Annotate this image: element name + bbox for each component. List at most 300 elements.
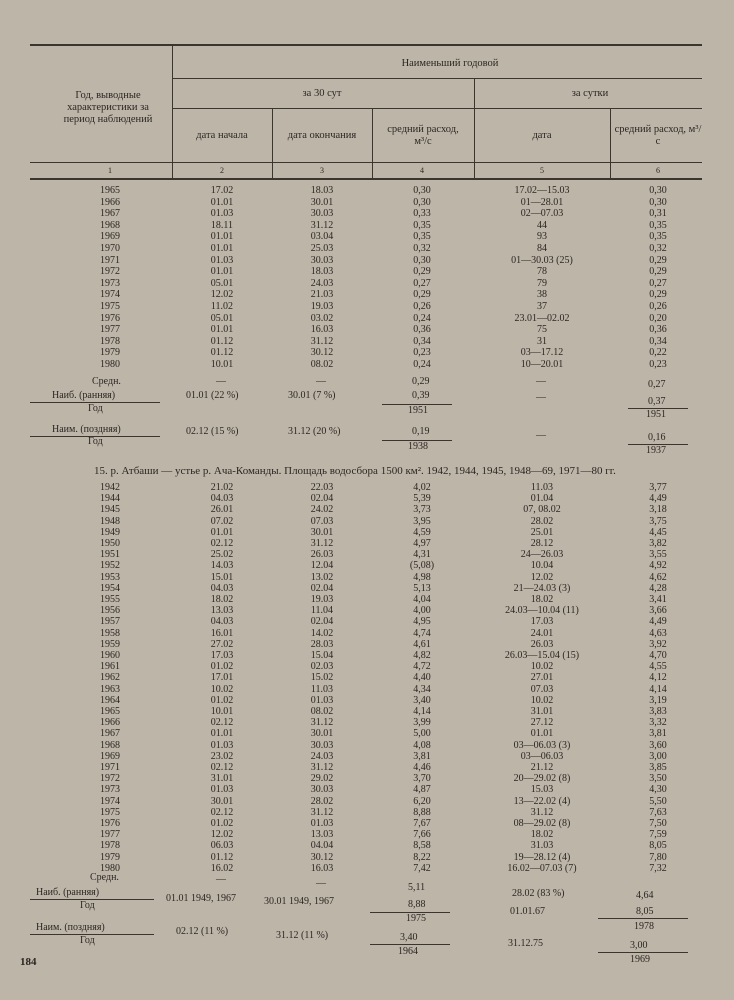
cell-mean-flow-30d: 0,33 <box>413 208 431 220</box>
cell-year: 1953 <box>100 571 120 583</box>
cell-year: 1969 <box>100 231 120 243</box>
cell-mean-flow-30d: 4,14 <box>413 706 431 717</box>
cell-mean-flow-day: 7,50 <box>649 818 667 829</box>
cell-mean-flow-30d: 4,04 <box>413 594 431 605</box>
t1-max-c3: 30.01 (7 %) <box>288 390 336 401</box>
cell-end-date: 02.04 <box>310 582 334 594</box>
cell-mean-flow-day: 4,92 <box>649 560 667 572</box>
header-col1: Год, выводные характеристики за период наблюдений <box>63 90 153 125</box>
cell-end-date: 16.03 <box>310 324 334 336</box>
cell-mean-flow-day: 0,36 <box>649 324 667 336</box>
cell-end-date: 13.02 <box>310 571 334 583</box>
cell-mean-flow-30d: 4,61 <box>413 638 431 650</box>
t2-mean-label: Средн. <box>90 872 119 883</box>
t2-max-c4: 8,88 <box>408 899 426 910</box>
t2-max-c6: 8,05 <box>636 906 654 917</box>
cell-mean-flow-day: 3,77 <box>649 482 667 493</box>
cell-start-date: 04.03 <box>210 616 234 628</box>
cell-end-date: 25.03 <box>310 243 334 254</box>
cell-mean-flow-day: 4,49 <box>649 616 667 628</box>
cell-mean-flow-day: 7,59 <box>649 829 667 841</box>
col-divider-4 <box>474 78 475 178</box>
cell-mean-flow-day: 3,32 <box>649 717 667 729</box>
cell-start-date: 12.02 <box>210 829 234 841</box>
cell-day-date: 24.03—10.04 (11) <box>505 605 579 617</box>
cell-end-date: 19.03 <box>310 301 334 312</box>
cell-year: 1976 <box>100 312 120 324</box>
cell-mean-flow-day: 0,20 <box>649 312 667 324</box>
cell-start-date: 15.01 <box>210 571 234 583</box>
t1-min-c4: 0,19 <box>412 426 430 437</box>
cell-start-date: 10.01 <box>210 359 234 370</box>
cell-start-date: 01.03 <box>210 208 234 220</box>
cell-end-date: 18.03 <box>310 185 334 196</box>
t2-min-year-label: Год <box>80 935 95 946</box>
t2-min-year-c6: 1969 <box>630 954 650 965</box>
cell-year: 1968 <box>100 219 120 231</box>
cell-end-date: 07.03 <box>310 515 334 527</box>
cell-mean-flow-30d: 7,66 <box>413 829 431 841</box>
cell-year: 1980 <box>100 359 120 370</box>
cell-end-date: 02.03 <box>310 661 334 673</box>
cell-start-date: 04.03 <box>210 493 234 505</box>
cell-day-date: 38 <box>537 289 547 301</box>
cell-mean-flow-day: 0,29 <box>649 266 667 278</box>
t1-max-year-c6: 1951 <box>646 409 666 420</box>
cell-end-date: 28.03 <box>310 638 334 650</box>
cell-year: 1952 <box>100 560 120 572</box>
cell-year: 1971 <box>100 762 120 773</box>
cell-day-date: 27.12 <box>530 717 554 729</box>
cell-day-date: 21.12 <box>530 762 554 773</box>
cell-day-date: 12.02 <box>530 571 554 583</box>
cell-end-date: 21.03 <box>310 289 334 301</box>
cell-mean-flow-30d: 6,20 <box>413 795 431 807</box>
cell-day-date: 31.12 <box>530 806 554 818</box>
header-c4: средний расход, м³/с <box>387 124 459 147</box>
cell-year: 1965 <box>100 706 120 717</box>
cell-mean-flow-day: 3,82 <box>649 538 667 549</box>
cell-start-date: 18.02 <box>210 594 234 605</box>
header-subday: за сутки <box>571 88 609 99</box>
cell-day-date: 37 <box>537 301 547 312</box>
cell-mean-flow-day: 4,55 <box>649 661 667 673</box>
t2-min-year-c4: 1964 <box>398 946 418 957</box>
cell-day-date: 19—28.12 (4) <box>513 851 571 863</box>
cell-year: 1944 <box>100 493 120 505</box>
cell-year: 1942 <box>100 482 120 493</box>
cell-start-date: 17.01 <box>210 672 234 684</box>
cell-day-date: 31 <box>537 335 547 347</box>
cell-start-date: 01.12 <box>210 335 234 347</box>
t2-min-c2: 02.12 (11 %) <box>176 926 229 937</box>
cell-mean-flow-30d: 0,35 <box>413 219 431 231</box>
cell-end-date: 26.03 <box>310 549 334 561</box>
cell-year: 1968 <box>100 739 120 751</box>
cell-year: 1974 <box>100 289 120 301</box>
cell-mean-flow-day: 3,75 <box>649 515 667 527</box>
cell-end-date: 31.12 <box>310 806 334 818</box>
cell-mean-flow-day: 0,30 <box>649 196 667 208</box>
cell-mean-flow-day: 0,27 <box>649 277 667 289</box>
cell-start-date: 01.01 <box>210 196 234 208</box>
cell-mean-flow-30d: 0,26 <box>413 301 431 312</box>
cell-year: 1975 <box>100 806 120 818</box>
cell-year: 1978 <box>100 335 120 347</box>
cell-end-date: 24.02 <box>310 504 334 516</box>
t2-max-year-c4: 1975 <box>406 913 426 924</box>
cell-mean-flow-30d: 8,58 <box>413 840 431 852</box>
cell-day-date: 13—22.02 (4) <box>513 795 571 807</box>
cell-year: 1970 <box>100 243 120 254</box>
cell-mean-flow-30d: 0,35 <box>413 231 431 243</box>
t1-mean-c2: — <box>216 376 226 387</box>
cell-start-date: 11.02 <box>210 301 234 312</box>
cell-start-date: 05.01 <box>210 277 234 289</box>
cell-mean-flow-day: 4,28 <box>649 582 667 594</box>
cell-mean-flow-30d: 4,74 <box>413 627 431 639</box>
cell-start-date: 01.03 <box>210 784 234 796</box>
cell-mean-flow-30d: 0,27 <box>413 277 431 289</box>
cell-mean-flow-day: 7,80 <box>649 851 667 863</box>
cell-mean-flow-30d: 4,95 <box>413 616 431 628</box>
cell-start-date: 04.03 <box>210 582 234 594</box>
cell-day-date: 10.02 <box>530 694 554 706</box>
cell-year: 1964 <box>100 694 120 706</box>
cell-end-date: 02.04 <box>310 616 334 628</box>
cell-day-date: 93 <box>537 231 547 243</box>
cell-day-date: 31.01 <box>530 706 554 717</box>
cell-start-date: 30.01 <box>210 795 234 807</box>
cell-mean-flow-day: 3,60 <box>649 739 667 751</box>
cell-mean-flow-day: 3,92 <box>649 638 667 650</box>
cell-mean-flow-30d: 0,30 <box>413 185 431 196</box>
cell-year: 1969 <box>100 750 120 762</box>
cell-year: 1976 <box>100 818 120 829</box>
t1-max-label: Наиб. (ранняя) <box>52 390 116 401</box>
cell-start-date: 02.12 <box>210 762 234 773</box>
cell-year: 1949 <box>100 526 120 538</box>
cell-day-date: 08—29.02 (8) <box>513 818 571 829</box>
header-c6: средний расход, м³/с <box>614 124 702 147</box>
t2-mean-c4: 5,11 <box>408 882 426 893</box>
t1-min-c5: — <box>536 430 546 441</box>
cell-start-date: 01.03 <box>210 739 234 751</box>
cell-end-date: 03.02 <box>310 312 334 324</box>
cell-year: 1951 <box>100 549 120 561</box>
cell-year: 1967 <box>100 208 120 220</box>
cell-year: 1960 <box>100 650 120 661</box>
t2-min-c6: 3,00 <box>630 940 648 951</box>
cell-mean-flow-day: 8,05 <box>649 840 667 852</box>
cell-day-date: 17.02—15.03 <box>514 185 570 196</box>
cell-mean-flow-day: 3,83 <box>649 706 667 717</box>
cell-end-date: 24.03 <box>310 750 334 762</box>
cell-start-date: 12.02 <box>210 289 234 301</box>
cell-mean-flow-30d: 4,72 <box>413 661 431 673</box>
t2-mean-c3: — <box>316 878 326 889</box>
header-rule-bottom <box>30 178 702 180</box>
cell-day-date: 23.01—02.02 <box>514 312 570 324</box>
cell-day-date: 24—26.03 <box>520 549 564 561</box>
cell-start-date: 18.11 <box>210 219 234 231</box>
cell-year: 1965 <box>100 185 120 196</box>
cell-mean-flow-30d: 4,00 <box>413 605 431 617</box>
cell-mean-flow-30d: 0,34 <box>413 335 431 347</box>
cell-mean-flow-30d: 5,39 <box>413 493 431 505</box>
cell-day-date: 26.03—15.04 (15) <box>504 650 580 661</box>
header-sub30: за 30 сут <box>302 88 342 99</box>
cell-year: 1959 <box>100 638 120 650</box>
cell-day-date: 79 <box>537 277 547 289</box>
cell-year: 1977 <box>100 324 120 336</box>
cell-mean-flow-day: 0,32 <box>649 243 667 254</box>
cell-year: 1980 <box>100 862 120 874</box>
cell-mean-flow-30d: 7,67 <box>413 818 431 829</box>
cell-end-date: 31.12 <box>310 538 334 549</box>
cell-mean-flow-30d: 3,40 <box>413 694 431 706</box>
cell-day-date: 44 <box>537 219 547 231</box>
cell-day-date: 20—29.02 (8) <box>513 773 571 785</box>
cell-start-date: 01.03 <box>210 254 234 266</box>
cell-day-date: 21—24.03 (3) <box>513 582 571 594</box>
cell-year: 1962 <box>100 672 120 684</box>
cell-year: 1973 <box>100 784 120 796</box>
cell-start-date: 01.01 <box>210 231 234 243</box>
section-title: 15. р. Атбаши — устье р. Ача-Команды. Площадь водосбора 1500 км². 1942, 1944, 1945, 1948—69, 1971—80 гг. <box>94 465 616 477</box>
cell-end-date: 16.03 <box>310 862 334 874</box>
cell-mean-flow-day: 0,30 <box>649 185 667 196</box>
cell-end-date: 11.03 <box>310 683 334 695</box>
cell-mean-flow-30d: 3,95 <box>413 515 431 527</box>
cell-end-date: 28.02 <box>310 795 334 807</box>
cell-mean-flow-30d: 8,88 <box>413 806 431 818</box>
t1-mean-label: Средн. <box>92 376 121 387</box>
cell-year: 1966 <box>100 196 120 208</box>
cell-day-date: 01—28.01 <box>520 196 564 208</box>
cell-day-date: 78 <box>537 266 547 278</box>
cell-mean-flow-day: 4,45 <box>649 526 667 538</box>
cell-mean-flow-30d: 0,24 <box>413 359 431 370</box>
cell-year: 1956 <box>100 605 120 617</box>
cell-mean-flow-day: 3,00 <box>649 750 667 762</box>
cell-start-date: 07.02 <box>210 515 234 527</box>
cell-end-date: 30.01 <box>310 728 334 740</box>
t1-min-year-label: Год <box>88 436 103 447</box>
cell-day-date: 10.04 <box>530 560 554 572</box>
t1-min-c3: 31.12 (20 %) <box>288 426 341 437</box>
cell-end-date: 08.02 <box>310 359 334 370</box>
cell-mean-flow-30d: 4,40 <box>413 672 431 684</box>
cell-mean-flow-day: 4,30 <box>649 784 667 796</box>
cell-end-date: 14.02 <box>310 627 334 639</box>
cell-end-date: 15.04 <box>310 650 334 661</box>
cell-year: 1957 <box>100 616 120 628</box>
cell-mean-flow-day: 0,34 <box>649 335 667 347</box>
t1-min-label: Наим. (поздняя) <box>52 424 121 435</box>
cell-mean-flow-30d: 3,99 <box>413 717 431 729</box>
cell-start-date: 14.03 <box>210 560 234 572</box>
cell-day-date: 17.03 <box>530 616 554 628</box>
cell-day-date: 10—20.01 <box>520 359 564 370</box>
cell-end-date: 30.12 <box>310 851 334 863</box>
colnum-6: 6 <box>656 166 660 175</box>
cell-end-date: 30.03 <box>310 208 334 220</box>
cell-start-date: 01.01 <box>210 728 234 740</box>
cell-start-date: 17.02 <box>210 185 234 196</box>
cell-day-date: 27.01 <box>530 672 554 684</box>
cell-day-date: 18.02 <box>530 594 554 605</box>
cell-mean-flow-day: 0,31 <box>649 208 667 220</box>
t1-max-c4: 0,39 <box>412 390 430 401</box>
cell-mean-flow-30d: 0,32 <box>413 243 431 254</box>
t2-max-c5: 28.02 (83 %) <box>512 888 565 899</box>
cell-start-date: 17.03 <box>210 650 234 661</box>
cell-end-date: 01.03 <box>310 694 334 706</box>
cell-day-date: 07.03 <box>530 683 554 695</box>
cell-mean-flow-day: 4,14 <box>649 683 667 695</box>
t2-max-year-label: Год <box>80 900 95 911</box>
cell-mean-flow-30d: 0,24 <box>413 312 431 324</box>
t2-max-label: Наиб. (ранняя) <box>36 887 100 898</box>
cell-start-date: 23.02 <box>210 750 234 762</box>
cell-start-date: 10.02 <box>210 683 234 695</box>
cell-end-date: 19.03 <box>310 594 334 605</box>
cell-mean-flow-day: 0,22 <box>649 347 667 359</box>
t1-min-c6: 0,16 <box>648 432 666 443</box>
cell-end-date: 30.01 <box>310 196 334 208</box>
cell-mean-flow-30d: 0,36 <box>413 324 431 336</box>
cell-day-date: 18.02 <box>530 829 554 841</box>
cell-day-date: 28.02 <box>530 515 554 527</box>
cell-end-date: 30.03 <box>310 739 334 751</box>
cell-end-date: 01.03 <box>310 818 334 829</box>
cell-mean-flow-30d: 8,22 <box>413 851 431 863</box>
cell-year: 1954 <box>100 582 120 594</box>
cell-start-date: 01.01 <box>210 243 234 254</box>
cell-day-date: 02—07.03 <box>520 208 564 220</box>
cell-end-date: 29.02 <box>310 773 334 785</box>
t1-max-c2: 01.01 (22 %) <box>186 390 239 401</box>
header-rule-group <box>172 78 702 79</box>
cell-end-date: 08.02 <box>310 706 334 717</box>
t2-mean-c6: 4,64 <box>636 890 654 901</box>
t2-min-c3: 31.12 (11 %) <box>276 930 329 941</box>
cell-mean-flow-30d: 4,82 <box>413 650 431 661</box>
cell-start-date: 10.01 <box>210 706 234 717</box>
cell-mean-flow-day: 4,12 <box>649 672 667 684</box>
colnum-2: 2 <box>220 166 224 175</box>
cell-day-date: 15.03 <box>530 784 554 796</box>
cell-end-date: 31.12 <box>310 762 334 773</box>
cell-year: 1972 <box>100 266 120 278</box>
cell-end-date: 11.04 <box>310 605 334 617</box>
cell-start-date: 05.01 <box>210 312 234 324</box>
cell-day-date: 10.02 <box>530 661 554 673</box>
cell-start-date: 25.02 <box>210 549 234 561</box>
cell-mean-flow-30d: 4,31 <box>413 549 431 561</box>
cell-mean-flow-30d: 3,81 <box>413 750 431 762</box>
t2-max-c6-rule <box>598 918 688 919</box>
cell-end-date: 04.04 <box>310 840 334 852</box>
colnum-1: 1 <box>108 166 112 175</box>
cell-day-date: 03—06.03 (3) <box>513 739 571 751</box>
cell-mean-flow-30d: 4,97 <box>413 538 431 549</box>
cell-day-date: 26.03 <box>530 638 554 650</box>
cell-year: 1945 <box>100 504 120 516</box>
cell-year: 1967 <box>100 728 120 740</box>
cell-mean-flow-day: 3,19 <box>649 694 667 706</box>
cell-end-date: 30.03 <box>310 254 334 266</box>
cell-mean-flow-30d: 0,29 <box>413 266 431 278</box>
cell-day-date: 07, 08.02 <box>523 504 561 516</box>
cell-start-date: 13.03 <box>210 605 234 617</box>
t1-min-year-c4: 1938 <box>408 441 428 452</box>
cell-year: 1973 <box>100 277 120 289</box>
t2-min-c4-rule <box>370 944 450 945</box>
cell-start-date: 02.12 <box>210 538 234 549</box>
cell-start-date: 16.02 <box>210 862 234 874</box>
cell-start-date: 01.02 <box>210 694 234 706</box>
cell-end-date: 13.03 <box>310 829 334 841</box>
cell-start-date: 16.01 <box>210 627 234 639</box>
cell-mean-flow-30d: 3,73 <box>413 504 431 516</box>
cell-end-date: 31.12 <box>310 335 334 347</box>
t1-max-year-label: Год <box>88 403 103 414</box>
cell-mean-flow-30d: 3,70 <box>413 773 431 785</box>
colnum-3: 3 <box>320 166 324 175</box>
cell-year: 1977 <box>100 829 120 841</box>
cell-year: 1958 <box>100 627 120 639</box>
cell-mean-flow-day: 0,35 <box>649 219 667 231</box>
t1-min-year-c6: 1937 <box>646 445 666 456</box>
cell-start-date: 01.01 <box>210 266 234 278</box>
t2-min-c5: 31.12.75 <box>508 938 543 949</box>
cell-year: 1948 <box>100 515 120 527</box>
cell-start-date: 02.12 <box>210 806 234 818</box>
cell-end-date: 31.12 <box>310 717 334 729</box>
cell-start-date: 21.02 <box>210 482 234 493</box>
cell-mean-flow-30d: 0,23 <box>413 347 431 359</box>
cell-day-date: 31.03 <box>530 840 554 852</box>
cell-end-date: 30.03 <box>310 784 334 796</box>
cell-mean-flow-30d: 0,29 <box>413 289 431 301</box>
cell-mean-flow-30d: (5,08) <box>409 560 435 572</box>
cell-end-date: 30.01 <box>310 526 334 538</box>
cell-day-date: 03—06.03 <box>520 750 564 762</box>
cell-mean-flow-30d: 4,87 <box>413 784 431 796</box>
cell-mean-flow-day: 4,62 <box>649 571 667 583</box>
cell-year: 1963 <box>100 683 120 695</box>
t2-max-year-c6: 1978 <box>634 921 654 932</box>
cell-mean-flow-30d: 4,98 <box>413 571 431 583</box>
t2-max-c2: 01.01 1949, 1967 <box>166 893 236 904</box>
cell-year: 1971 <box>100 254 120 266</box>
t2-min-label: Наим. (поздняя) <box>36 922 105 933</box>
cell-mean-flow-day: 0,29 <box>649 289 667 301</box>
t1-max-c6: 0,37 <box>648 396 666 407</box>
cell-mean-flow-day: 0,29 <box>649 254 667 266</box>
cell-mean-flow-day: 3,66 <box>649 605 667 617</box>
header-rule-sub <box>172 108 702 109</box>
cell-end-date: 12.04 <box>310 560 334 572</box>
cell-day-date: 01.01 <box>530 728 554 740</box>
t2-mean-c2: — <box>216 874 226 885</box>
cell-start-date: 01.02 <box>210 818 234 829</box>
cell-day-date: 01—30.03 (25) <box>511 254 573 266</box>
cell-day-date: 16.02—07.03 (7) <box>507 862 577 874</box>
cell-start-date: 06.03 <box>210 840 234 852</box>
